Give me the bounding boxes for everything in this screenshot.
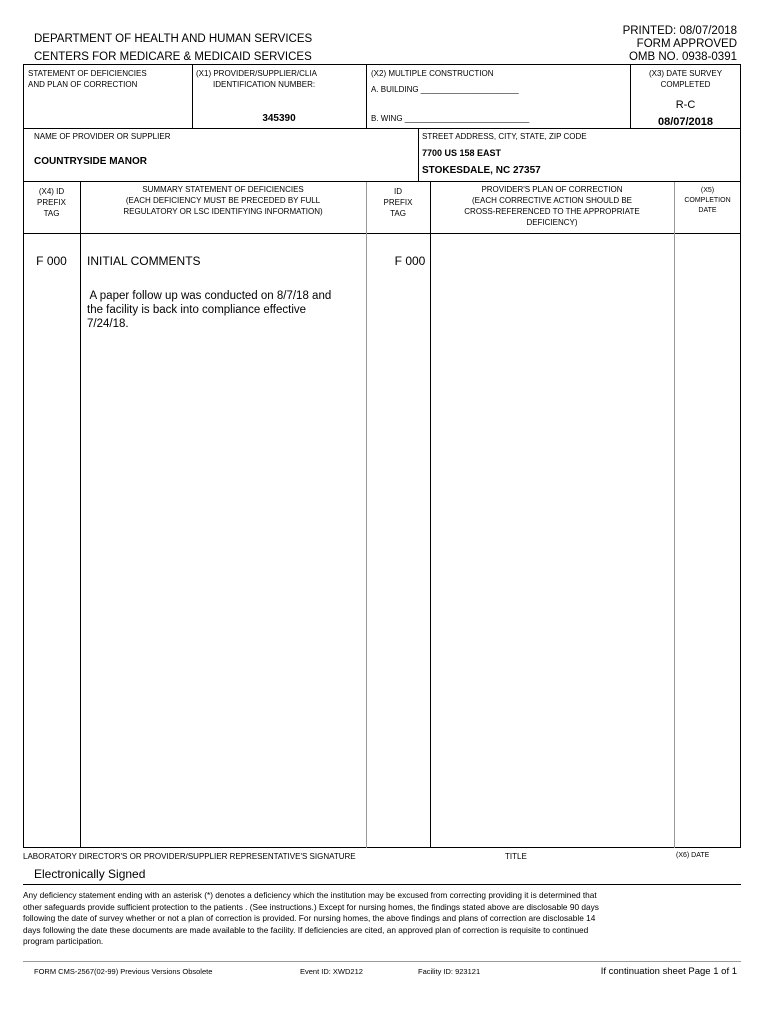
deficiency-title: INITIAL COMMENTS (87, 254, 201, 268)
statement-label: STATEMENT OF DEFICIENCIES (28, 69, 147, 78)
rc-code: R-C (675, 99, 696, 111)
disclaimer-line: Any deficiency statement ending with an asterisk (*) denotes a deficiency which the institution may be excused from correcting providing it is determined that (23, 890, 597, 900)
x5-header: (X5) (700, 187, 715, 194)
form-approved: FORM APPROVED (636, 38, 737, 50)
divider (23, 233, 741, 234)
street-address: 7700 US 158 EAST (422, 148, 502, 158)
summary-header: REGULATORY OR LSC IDENTIFYING INFORMATION) (123, 207, 323, 216)
plan-header: DEFICIENCY) (526, 218, 578, 227)
x4-header: (X4) ID (38, 187, 65, 196)
plan-header: PROVIDER'S PLAN OF CORRECTION (481, 185, 623, 194)
wing-field: B. WING ____________________________ (371, 114, 530, 123)
id-header: PREFIX (383, 198, 413, 207)
statement-label: AND PLAN OF CORRECTION (28, 80, 138, 89)
x1-label: (X1) PROVIDER/SUPPLIER/CLIA (196, 69, 317, 78)
x4-header: TAG (43, 209, 60, 218)
provider-id-number: 345390 (262, 113, 296, 124)
department-name: DEPARTMENT OF HEALTH AND HUMAN SERVICES (34, 33, 313, 45)
address-label: STREET ADDRESS, CITY, STATE, ZIP CODE (422, 132, 587, 141)
plan-header: CROSS-REFERENCED TO THE APPROPRIATE (464, 207, 640, 216)
divider (418, 128, 419, 182)
form-number: FORM CMS-2567(02-99) Previous Versions Obsolete (34, 967, 213, 976)
divider (23, 884, 741, 885)
deficiency-tag: F 000 (36, 254, 67, 268)
provider-name-label: NAME OF PROVIDER OR SUPPLIER (34, 132, 171, 141)
plan-header: (EACH CORRECTIVE ACTION SHOULD BE (471, 196, 633, 205)
provider-name: COUNTRYSIDE MANOR (34, 156, 147, 167)
x1-label: IDENTIFICATION NUMBER: (213, 80, 316, 89)
disclaimer-line: program participation. (23, 936, 104, 947)
divider (23, 128, 741, 129)
summary-header: (EACH DEFICIENCY MUST BE PRECEDED BY FULL (125, 196, 321, 205)
x3-label: COMPLETED (660, 80, 711, 89)
divider (366, 182, 367, 848)
deficiency-text: A paper follow up was conducted on 8/7/18 and (87, 290, 332, 302)
divider (23, 961, 741, 962)
deficiency-text: 7/24/18. (87, 318, 129, 330)
x2-label: (X2) MULTIPLE CONSTRUCTION (371, 69, 494, 78)
divider (366, 64, 367, 128)
disclaimer (23, 890, 753, 948)
facility-id: Facility ID: 923121 (418, 967, 481, 976)
x4-header: PREFIX (37, 198, 66, 207)
deficiency-text: the facility is back into compliance effective (87, 304, 307, 316)
x3-label: (X3) DATE SURVEY (648, 69, 723, 78)
x5-header: COMPLETION (684, 197, 731, 204)
divider (674, 182, 675, 848)
signature-label: LABORATORY DIRECTOR'S OR PROVIDER/SUPPLIER REPRESENTATIVE'S SIGNATURE (23, 852, 356, 861)
x6-date-label: (X6) DATE (676, 852, 710, 859)
x5-header: DATE (698, 207, 717, 214)
divider (80, 182, 81, 848)
id-header: ID (394, 187, 402, 196)
divider (430, 182, 431, 848)
deficiency-table-frame (23, 182, 741, 848)
title-label: TITLE (505, 852, 527, 861)
printed-date: PRINTED: 08/07/2018 (622, 25, 737, 37)
disclaimer-line: days following the date these documents are made available to the facility. If deficiencies are cited, an approved plan of correction is requisite to continued (23, 924, 589, 935)
disclaimer-line: following the date of survey whether or not a plan of correction is provided. For nursing homes, the above findings and plans of correction are disclosable 14 (23, 913, 596, 924)
signature-value: Electronically Signed (34, 867, 146, 881)
id-header: TAG (390, 209, 406, 218)
omb-number: OMB NO. 0938-0391 (628, 51, 737, 63)
centers-name: CENTERS FOR MEDICARE & MEDICAID SERVICES (34, 51, 312, 63)
city-state-zip: STOKESDALE, NC 27357 (422, 165, 541, 176)
event-id: Event ID: XWD212 (300, 967, 363, 976)
survey-completed-date: 08/07/2018 (657, 116, 714, 128)
summary-header: SUMMARY STATEMENT OF DEFICIENCIES (142, 185, 304, 194)
disclaimer-line: other safeguards provide sufficient protection to the patients . (See instructions.) Except for nursing homes, the findings stated above are disclosable 90 days (23, 901, 599, 912)
building-field: A. BUILDING ______________________ (371, 85, 519, 94)
plan-tag: F 000 (394, 254, 426, 268)
page-indicator: If continuation sheet Page 1 of 1 (600, 966, 737, 977)
